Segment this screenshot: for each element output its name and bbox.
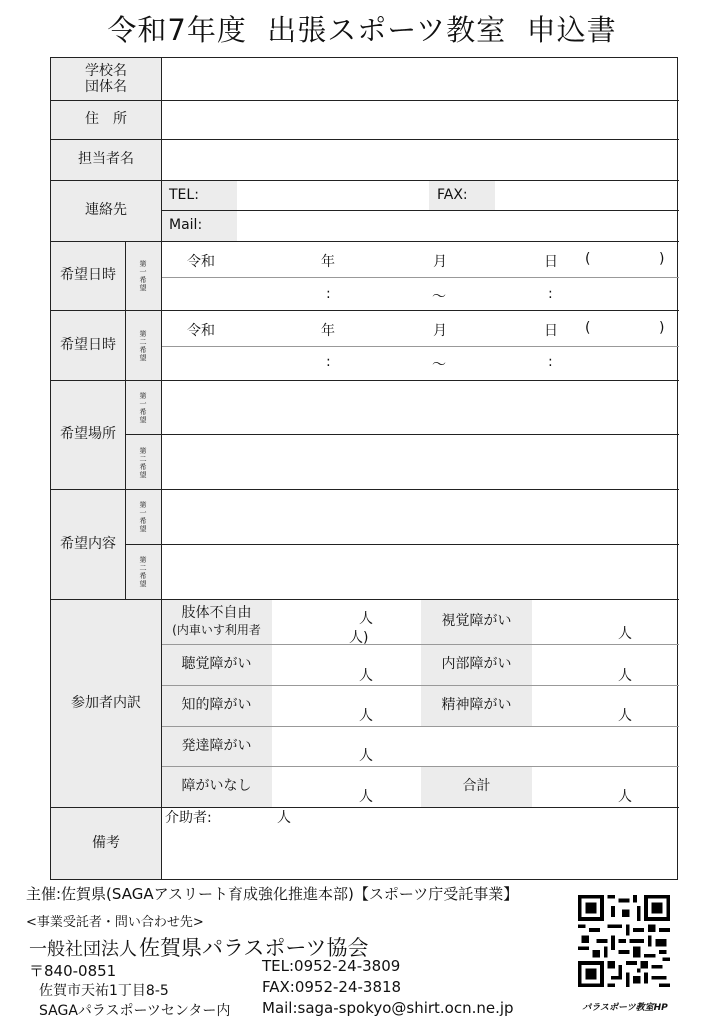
choice-2 bbox=[138, 556, 148, 588]
row-divider bbox=[51, 599, 679, 600]
physical-unit: 人 bbox=[359, 611, 373, 627]
visual-unit: 人 bbox=[618, 626, 632, 642]
row-divider bbox=[51, 807, 679, 808]
choice-text: 第一希望 bbox=[139, 501, 147, 533]
fax-text: FAX:0952-24-3818 bbox=[262, 978, 402, 996]
mental-unit: 人 bbox=[618, 708, 632, 724]
total-unit: 人 bbox=[618, 789, 632, 805]
row-divider-thin bbox=[161, 346, 679, 347]
choice-1 bbox=[138, 501, 148, 533]
row-divider bbox=[51, 139, 679, 140]
tel-label: TEL: bbox=[161, 180, 237, 210]
date2-month: 月 bbox=[433, 323, 447, 339]
page-title: 令和7年度 出張スポーツ教室 申込書 bbox=[107, 13, 617, 47]
row-divider bbox=[51, 180, 679, 181]
school-name-label: 学校名 団体名 bbox=[51, 58, 161, 100]
choice-1 bbox=[138, 260, 148, 292]
helper-label: 介助者: bbox=[165, 810, 212, 826]
choice-1 bbox=[138, 392, 148, 424]
internal-label: 内部障がい bbox=[421, 644, 532, 685]
col-divider bbox=[161, 58, 162, 879]
total-label: 合計 bbox=[421, 766, 532, 807]
choice-text: 第二希望 bbox=[139, 330, 147, 362]
row-divider bbox=[125, 544, 679, 545]
mental-label: 精神障がい bbox=[421, 685, 532, 726]
row-divider bbox=[125, 434, 679, 435]
date2-tilde: 〜 bbox=[432, 357, 446, 373]
none-label: 障がいなし bbox=[161, 766, 272, 807]
hearing-label: 聴覚障がい bbox=[161, 644, 272, 685]
mail-text: Mail:saga-spokyo@shirt.ocn.ne.jp bbox=[262, 999, 514, 1017]
helper-unit: 人 bbox=[277, 810, 291, 826]
mail-label: Mail: bbox=[161, 210, 237, 241]
content-label: 希望内容 bbox=[51, 489, 125, 599]
qr-code[interactable] bbox=[578, 895, 670, 987]
choice-2 bbox=[138, 330, 148, 362]
participants-label: 参加者内訳 bbox=[51, 599, 161, 807]
date2-colon: : bbox=[548, 354, 553, 370]
row-divider-thin bbox=[161, 277, 679, 278]
intellectual-unit: 人 bbox=[359, 708, 373, 724]
row-divider bbox=[51, 380, 679, 381]
choice-2 bbox=[138, 447, 148, 479]
date1-month: 月 bbox=[433, 254, 447, 270]
date2-label: 希望日時 bbox=[51, 310, 125, 380]
date2-day: 日 bbox=[544, 323, 558, 339]
physical-label: 肢体不自由 bbox=[181, 605, 252, 622]
date1-label: 希望日時 bbox=[51, 241, 125, 310]
physical-cell bbox=[161, 599, 272, 644]
row-divider bbox=[51, 489, 679, 490]
person-label: 担当者名 bbox=[51, 139, 161, 180]
date1-paren-close: ) bbox=[659, 251, 665, 267]
place-label: 希望場所 bbox=[51, 380, 125, 489]
row-divider-thin bbox=[161, 726, 679, 727]
address-label: 住 所 bbox=[51, 100, 161, 139]
row-divider-thin bbox=[161, 766, 679, 767]
row-divider bbox=[51, 100, 679, 101]
fax-label: FAX: bbox=[429, 180, 495, 210]
date1-reiwa: 令和 bbox=[187, 254, 215, 270]
org-prefix: 一般社団法人 bbox=[29, 939, 137, 960]
date1-colon: : bbox=[326, 286, 331, 302]
host-text: 主催:佐賀県(SAGAアスリート育成強化推進本部)【スポーツ庁受託事業】 bbox=[26, 885, 519, 903]
row-divider bbox=[161, 210, 679, 211]
contact-heading: <事業受託者・問い合わせ先> bbox=[26, 915, 204, 930]
visual-label: 視覚障がい bbox=[421, 599, 532, 644]
date2-year: 年 bbox=[321, 323, 335, 339]
qr-label: パラスポーツ教室HP bbox=[582, 1003, 668, 1013]
date2-colon: : bbox=[326, 354, 331, 370]
hearing-unit: 人 bbox=[359, 668, 373, 684]
application-form bbox=[50, 57, 678, 880]
intellectual-label: 知的障がい bbox=[161, 685, 272, 726]
none-unit: 人 bbox=[359, 789, 373, 805]
date2-paren-open: ( bbox=[585, 320, 591, 336]
row-divider-thin bbox=[161, 685, 679, 686]
choice-text: 第二希望 bbox=[139, 447, 147, 479]
col-divider bbox=[125, 241, 126, 599]
choice-text: 第二希望 bbox=[139, 556, 147, 588]
date1-tilde: 〜 bbox=[432, 289, 446, 305]
postal-code: 〒840-0851 bbox=[29, 962, 117, 980]
internal-unit: 人 bbox=[618, 668, 632, 684]
building-text: SAGAパラスポーツセンター内 bbox=[39, 1003, 231, 1019]
remarks-label: 備考 bbox=[51, 807, 161, 879]
developmental-unit: 人 bbox=[359, 748, 373, 764]
choice-text: 第一希望 bbox=[139, 260, 147, 292]
date2-reiwa: 令和 bbox=[187, 323, 215, 339]
date1-colon: : bbox=[548, 286, 553, 302]
org-name: 佐賀県パラスポーツ協会 bbox=[139, 936, 369, 960]
date1-paren-open: ( bbox=[585, 251, 591, 267]
row-divider bbox=[51, 310, 679, 311]
choice-text: 第一希望 bbox=[139, 392, 147, 424]
row-divider bbox=[51, 241, 679, 242]
contact-label: 連絡先 bbox=[51, 180, 161, 241]
developmental-label: 発達障がい bbox=[161, 726, 272, 766]
address-text: 佐賀市天祐1丁目8-5 bbox=[39, 983, 169, 999]
date1-year: 年 bbox=[321, 254, 335, 270]
wheelchair-unit: 人) bbox=[349, 630, 369, 646]
wheelchair-label: (内車いす利用者 bbox=[172, 623, 261, 638]
row-divider-thin bbox=[161, 644, 679, 645]
tel-text: TEL:0952-24-3809 bbox=[262, 957, 401, 975]
date2-paren-close: ) bbox=[659, 320, 665, 336]
date1-day: 日 bbox=[544, 254, 558, 270]
